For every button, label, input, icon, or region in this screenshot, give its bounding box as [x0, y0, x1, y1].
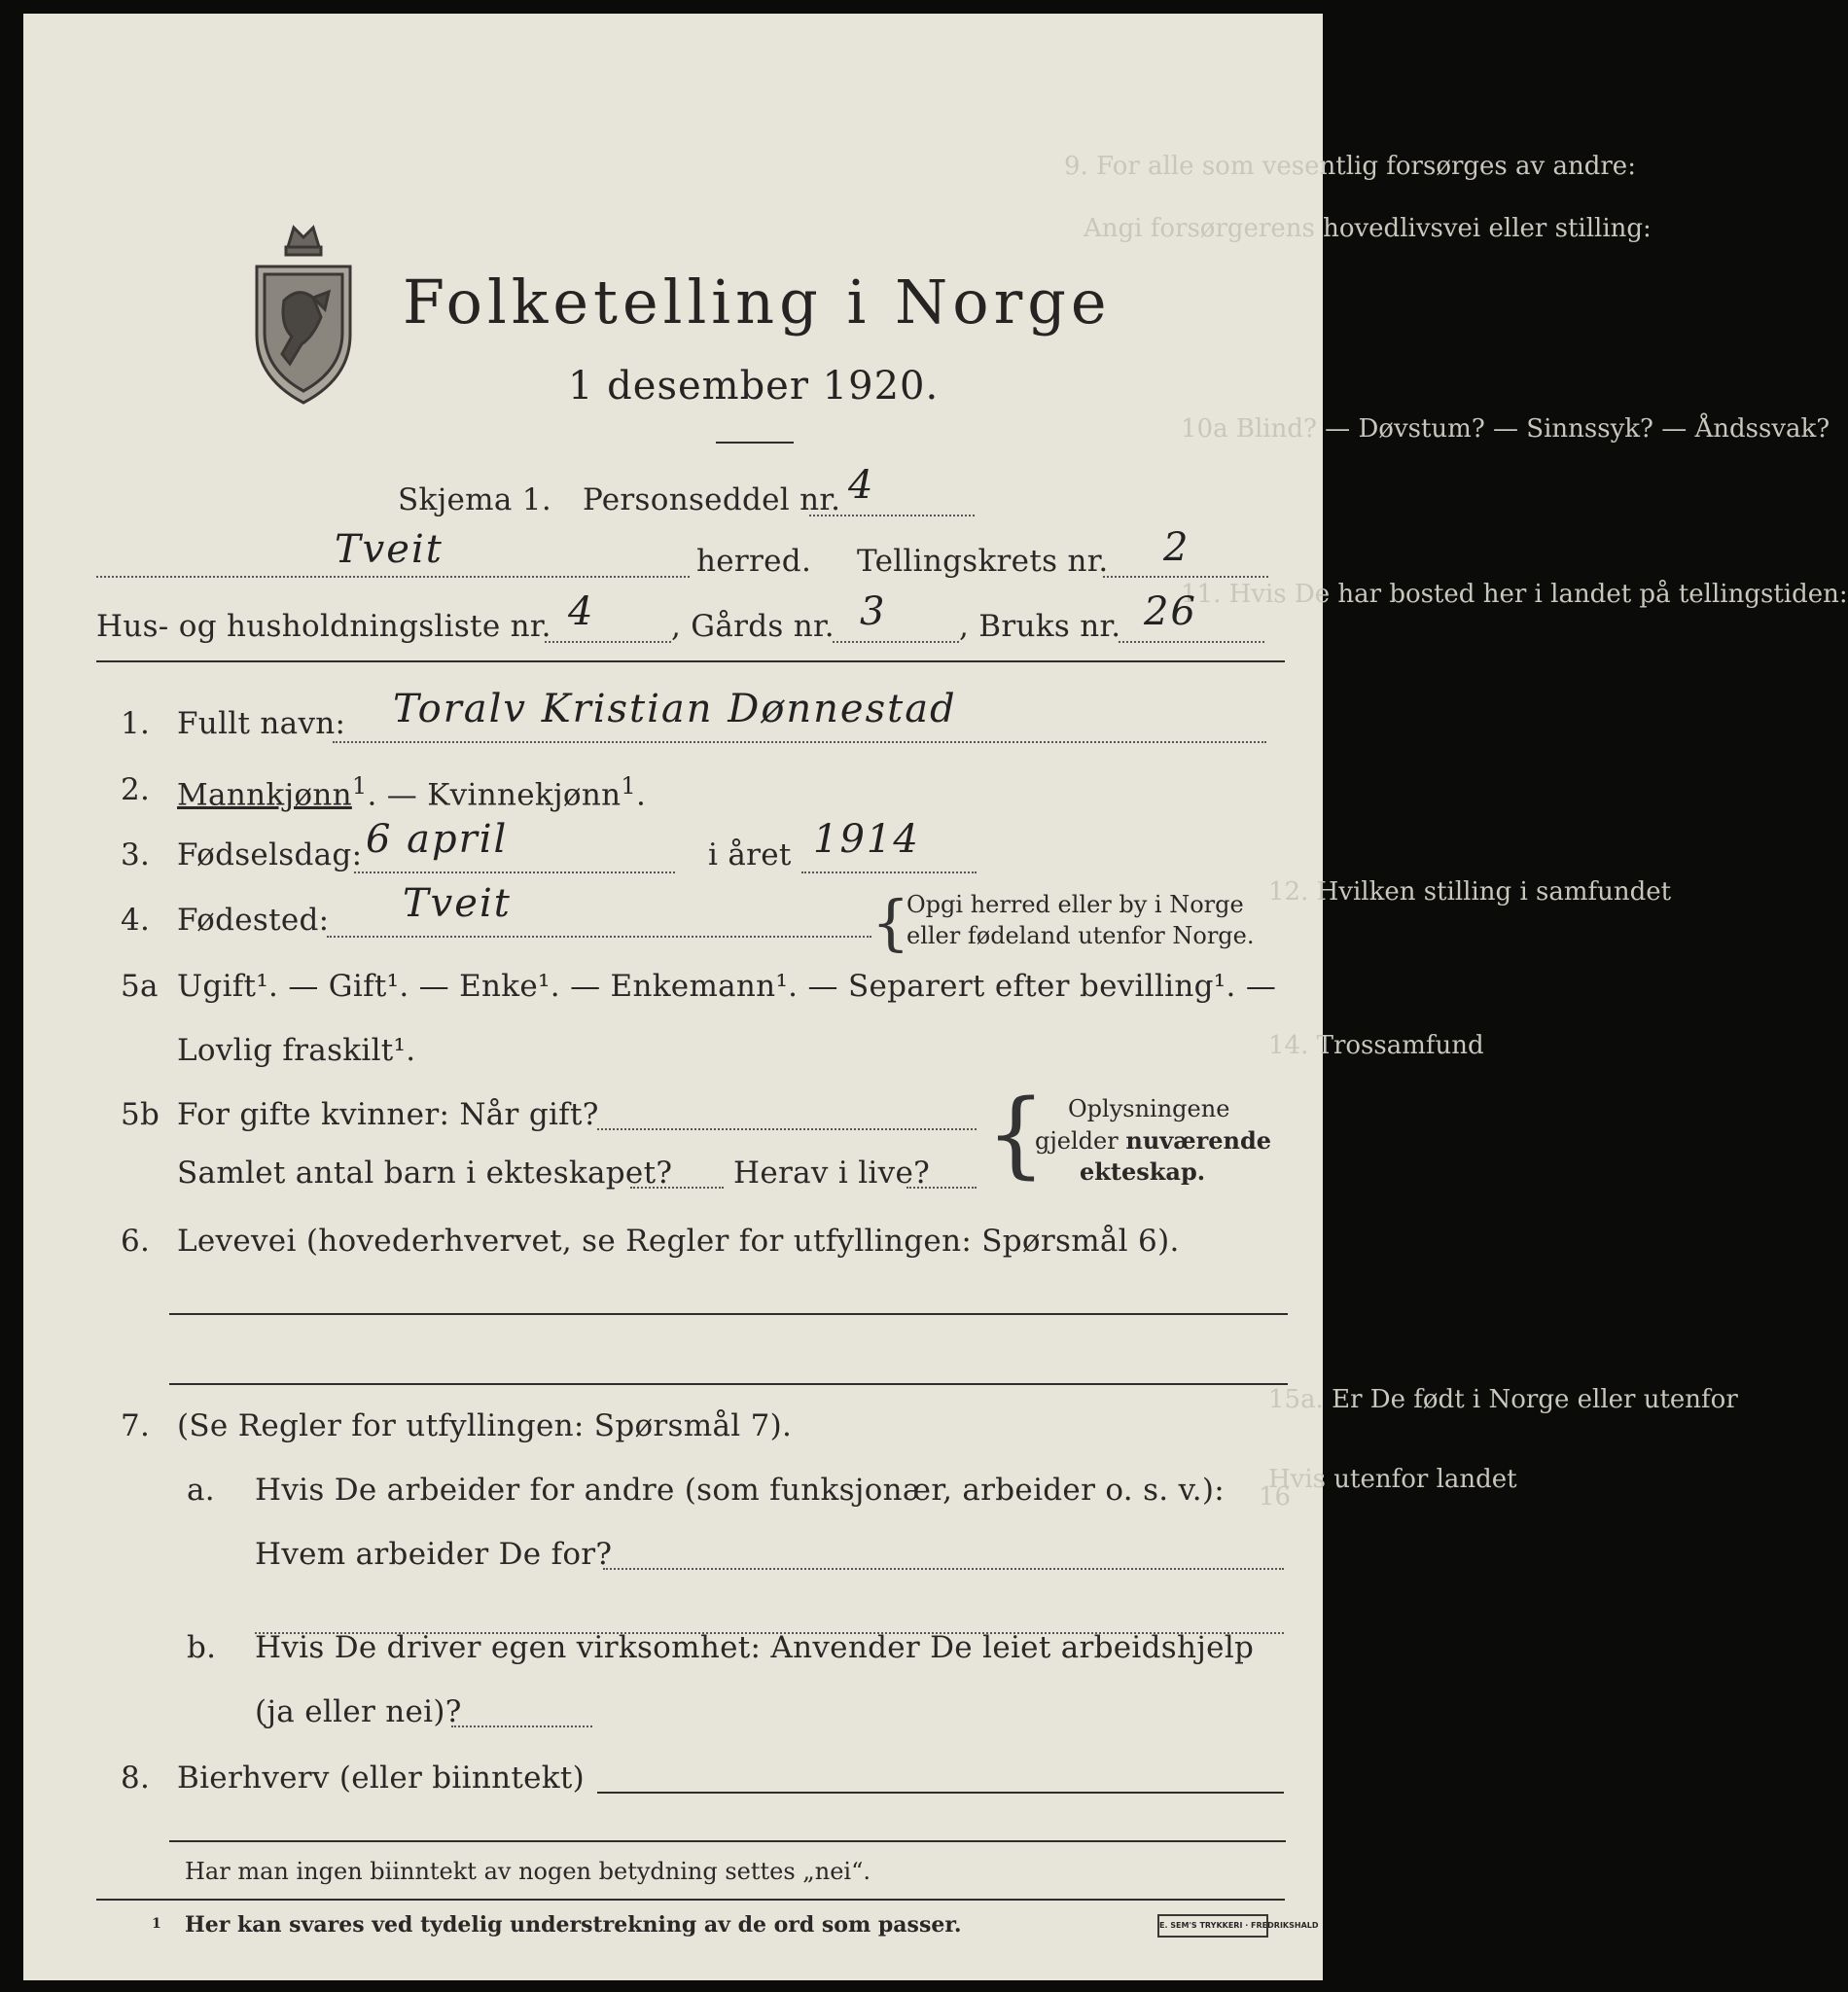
bleed-through-line: 10a Blind? — Døvstum? — Sinnssyk? — Åndssvak? [1181, 414, 1830, 444]
bruks-value[interactable]: 26 [1144, 589, 1197, 634]
q5b-brace: { [986, 1080, 1047, 1189]
q8-label: Bierhverv (eller biinntekt) [177, 1761, 586, 1796]
q5b-number: 5b [121, 1097, 160, 1132]
census-form-sheet [23, 14, 1848, 1980]
q4-note-line2: eller fødeland utenfor Norge. [906, 922, 1255, 949]
bottom-divider [169, 1840, 1286, 1842]
q7a-line2: Hvem arbeider De for? [255, 1537, 613, 1572]
occupation-line-1 [169, 1313, 1288, 1315]
tellingskrets-value[interactable]: 2 [1163, 525, 1191, 570]
gards-value[interactable]: 3 [860, 589, 887, 634]
bleed-through-line: 9. For alle som vesentlig forsørges av andre: [1064, 152, 1636, 181]
bruks-label: , Bruks nr. [959, 609, 1121, 644]
bleed-through-line: 15a. Er De født i Norge eller utenfor [1268, 1385, 1738, 1414]
personseddel-label: Personseddel nr. [583, 482, 841, 517]
q4-note-line1: Opgi herred eller by i Norge [906, 891, 1244, 918]
herred-label: herred. [696, 544, 812, 579]
q5a-number: 5a [121, 969, 159, 1004]
hired-help-field-line [451, 1725, 592, 1727]
husliste-value[interactable]: 4 [568, 589, 595, 634]
bleed-through-line: Angi forsørgerens hovedlivsvei eller stilling: [1084, 214, 1652, 243]
q5b-children-label: Samlet antal barn i ekteskapet? [177, 1156, 673, 1191]
title-divider [716, 442, 794, 444]
q6-number: 6. [121, 1224, 151, 1259]
birthdate-value[interactable]: 6 april [366, 817, 509, 862]
footnote-ref: 1 [351, 772, 368, 800]
birth-year-field-line [801, 872, 977, 873]
q7b-line2: (ja eller nei)? [255, 1694, 462, 1729]
q7b-letter: b. [187, 1630, 217, 1665]
schema-label: Skjema 1. [398, 482, 551, 517]
male-option[interactable]: Mannkjønn [177, 777, 352, 813]
q4-number: 4. [121, 903, 151, 938]
q5b-note-line2 [1035, 1126, 1271, 1155]
employer-field-line [603, 1568, 1284, 1570]
q2-number: 2. [121, 772, 151, 807]
q7a-letter: a. [187, 1473, 215, 1508]
tellingskrets-label: Tellingskrets nr. [857, 544, 1109, 579]
q1-number: 1. [121, 706, 151, 741]
q5b-alive-label: Herav i live? [733, 1156, 931, 1191]
q2-end: . [635, 777, 647, 813]
alive-field-line [906, 1187, 977, 1189]
bleed-through-line: 14. Trossamfund [1268, 1031, 1484, 1060]
bleed-through-line: 11. Hvis De har bosted her i landet på tellingstiden: [1181, 580, 1848, 609]
q7b-line1: Hvis De driver egen virksomhet: Anvender De leiet arbeidshjelp [255, 1630, 1255, 1665]
birthplace-field-line [327, 936, 871, 938]
marital-status-options[interactable]: Ugift¹. — Gift¹. — Enke¹. — Enkemann¹. — Separert efter bevilling¹. — [177, 969, 1277, 1004]
footer-divider [96, 1899, 1285, 1901]
gards-label: , Gårds nr. [671, 609, 835, 644]
bottom-note: Har man ingen biinntekt av nogen betydning settes „nei“. [185, 1858, 871, 1885]
bleed-through-line: Hvis utenfor landet [1268, 1465, 1517, 1494]
personseddel-value[interactable]: 4 [848, 463, 875, 508]
q7a-line1: Hvis De arbeider for andre (som funksjonær, arbeider o. s. v.): [255, 1473, 1226, 1508]
q3-label: Fødselsdag: [177, 837, 363, 872]
married-when-field-line [597, 1128, 977, 1130]
children-field-line [630, 1187, 724, 1189]
q2-options [177, 772, 646, 812]
q7-number: 7. [121, 1408, 151, 1443]
q5b-line1: For gifte kvinner: Når gift? [177, 1097, 599, 1132]
marital-status-options-cont[interactable]: Lovlig fraskilt¹. [177, 1033, 416, 1068]
q2-separator: . — [367, 777, 428, 813]
personseddel-field-line [809, 515, 975, 516]
printer-stamp: E. SEM'S TRYKKERI · FREDRIKSHALD [1157, 1914, 1268, 1938]
side-income-field-line [597, 1792, 1284, 1794]
birthdate-field-line [354, 872, 675, 873]
birthplace-value[interactable]: Tveit [403, 881, 512, 926]
header-divider [96, 660, 1285, 662]
footnote-ref: 1 [621, 772, 636, 800]
q1-field-line [333, 741, 1266, 743]
form-title: Folketelling i Norge [403, 267, 1112, 338]
birth-year-label: i året [708, 837, 792, 872]
herred-field-line [96, 576, 690, 578]
q5b-note-emphasis: nuværende [1125, 1126, 1272, 1155]
q1-label: Fullt navn: [177, 706, 346, 741]
q8-number: 8. [121, 1761, 151, 1796]
full-name-value[interactable]: Toralv Kristian Dønnestad [393, 687, 957, 731]
form-subtitle: 1 desember 1920. [568, 364, 940, 409]
q4-label: Fødested: [177, 903, 330, 938]
q7-label: (Se Regler for utfyllingen: Spørsmål 7). [177, 1408, 793, 1443]
husliste-label: Hus- og husholdningsliste nr. [96, 609, 551, 644]
q4-brace: { [871, 887, 910, 958]
norwegian-coat-of-arms-icon [245, 208, 362, 412]
tellingskrets-field-line [1103, 576, 1268, 578]
bleed-through-line: 16 [1259, 1482, 1292, 1512]
bruks-field-line [1119, 641, 1264, 643]
q5b-note-word: gjelder [1035, 1127, 1119, 1155]
female-option[interactable]: Kvinnekjønn [427, 777, 622, 813]
q5b-note-line1: Oplysningene [1068, 1095, 1230, 1122]
q6-label: Levevei (hovederhvervet, se Regler for utfyllingen: Spørsmål 6). [177, 1224, 1180, 1259]
husliste-field-line [545, 641, 671, 643]
herred-value[interactable]: Tveit [335, 527, 444, 572]
q5b-note-line3: ekteskap. [1080, 1157, 1206, 1186]
birth-year-value[interactable]: 1914 [813, 817, 920, 862]
gards-field-line [833, 641, 959, 643]
footnote-text: Her kan svares ved tydelig understrekning av de ord som passer. [185, 1912, 962, 1938]
q3-number: 3. [121, 837, 151, 872]
footnote-marker: 1 [152, 1916, 161, 1932]
bleed-through-line: 12. Hvilken stilling i samfundet [1268, 877, 1672, 907]
occupation-line-2 [169, 1383, 1288, 1385]
